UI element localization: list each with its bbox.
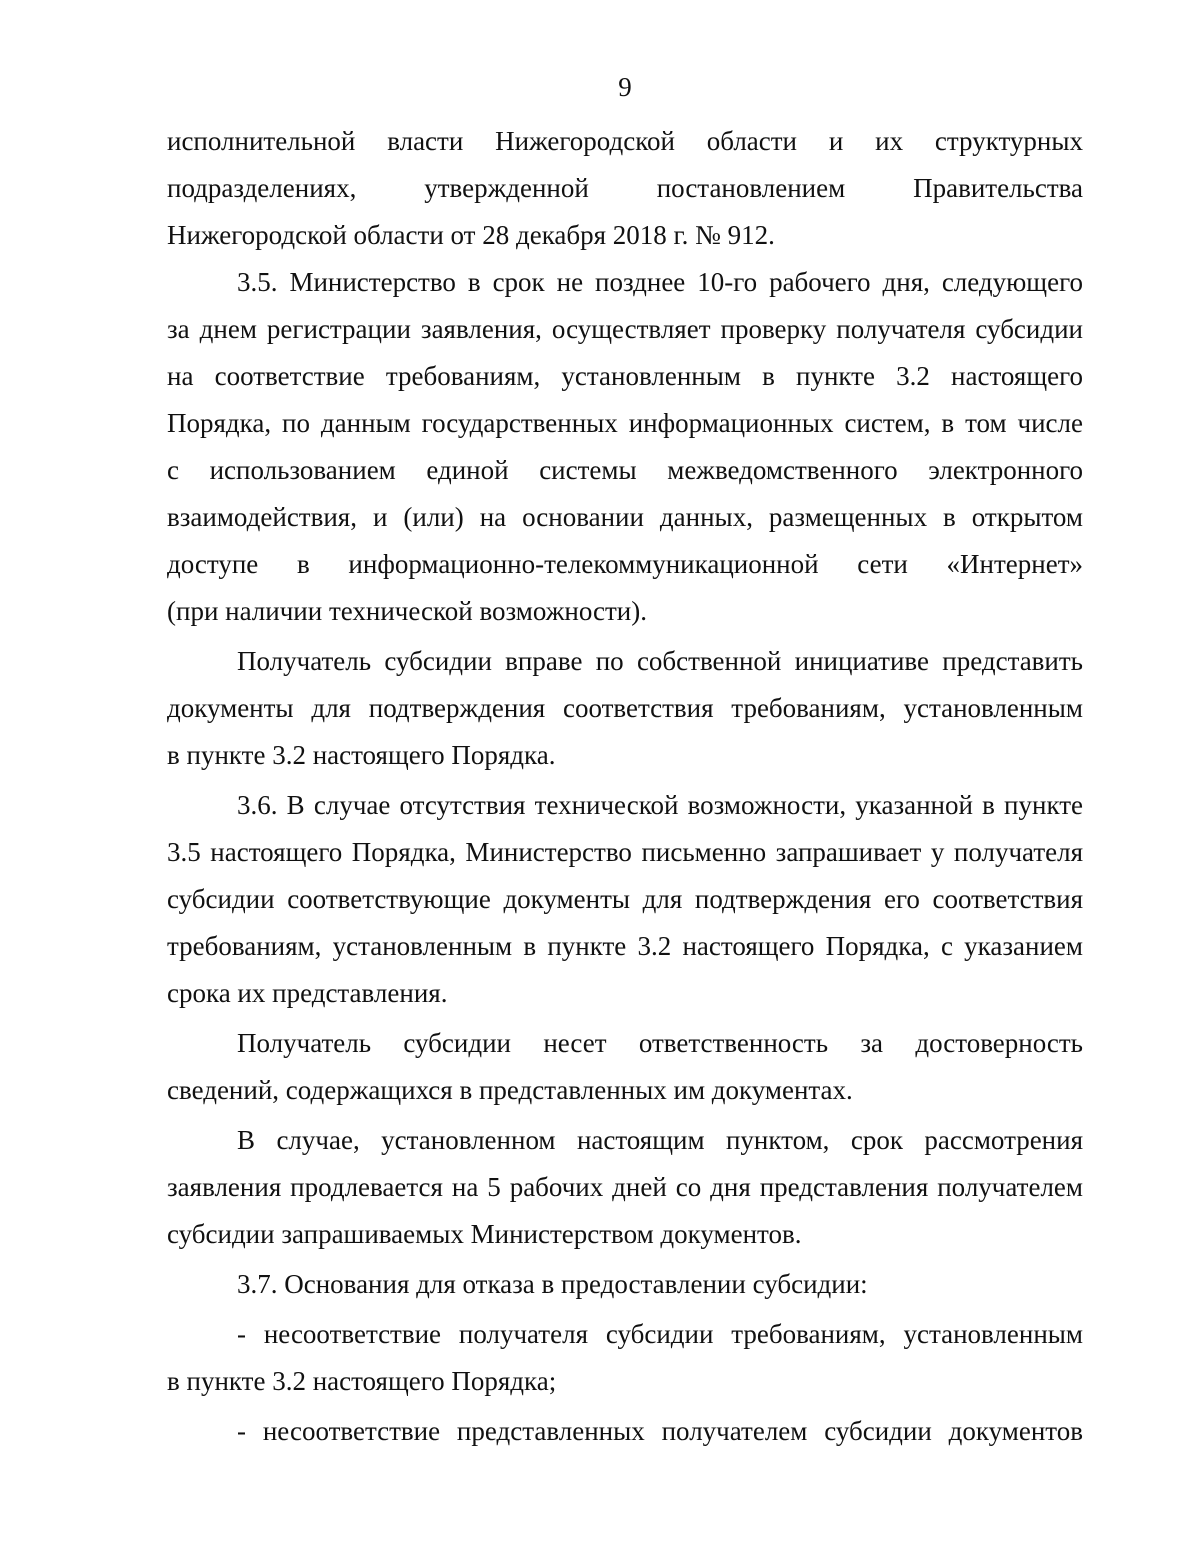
text-line: доступе в информационно-телекоммуникационной сети «Интернет»	[167, 549, 1083, 579]
text-line: сведений, содержащихся в представленных им документах.	[167, 1075, 853, 1105]
text-line: субсидии запрашиваемых Министерством документов.	[167, 1219, 802, 1249]
text-line: в пункте 3.2 настоящего Порядка.	[167, 740, 556, 770]
text-line: 3.5 настоящего Порядка, Министерство письменно запрашивает у получателя	[167, 837, 1083, 867]
text-line: взаимодействия, и (или) на основании данных, размещенных в открытом	[167, 502, 1083, 532]
text-line: Получатель субсидии несет ответственность за достоверность	[237, 1028, 1083, 1058]
text-line: на соответствие требованиям, установленным в пункте 3.2 настоящего	[167, 361, 1083, 391]
text-line: (при наличии технической возможности).	[167, 596, 647, 626]
text-line: заявления продлевается на 5 рабочих дней со дня представления получателем	[167, 1172, 1083, 1202]
text-line: за днем регистрации заявления, осуществляет проверку получателя субсидии	[167, 314, 1083, 344]
text-line: 3.7. Основания для отказа в предоставлении субсидии:	[237, 1269, 868, 1299]
text-line: с использованием единой системы межведомственного электронного	[167, 455, 1083, 485]
document-body	[167, 124, 1083, 1461]
text-line: Нижегородской области от 28 декабря 2018 г. № 912.	[167, 220, 775, 250]
text-line: - несоответствие получателя субсидии требованиям, установленным	[237, 1319, 1083, 1349]
text-line: субсидии соответствующие документы для подтверждения его соответствия	[167, 884, 1083, 914]
text-line: требованиям, установленным в пункте 3.2 настоящего Порядка, с указанием	[167, 931, 1083, 961]
text-line: срока их представления.	[167, 978, 448, 1008]
text-line: В случае, установленном настоящим пунктом, срок рассмотрения	[237, 1125, 1083, 1155]
text-line: исполнительной власти Нижегородской области и их структурных	[167, 126, 1083, 156]
page-number: 9	[618, 72, 632, 102]
text-line: в пункте 3.2 настоящего Порядка;	[167, 1366, 557, 1396]
text-line: подразделениях, утвержденной постановлением Правительства	[167, 173, 1083, 203]
text-line: 3.5. Министерство в срок не позднее 10-го рабочего дня, следующего	[237, 267, 1083, 297]
text-line: 3.6. В случае отсутствия технической возможности, указанной в пункте	[237, 790, 1083, 820]
text-line: Получатель субсидии вправе по собственной инициативе представить	[237, 646, 1083, 676]
text-line: Порядка, по данным государственных информационных систем, в том числе	[167, 408, 1083, 438]
text-line: - несоответствие представленных получателем субсидии документов	[237, 1416, 1083, 1446]
text-line: документы для подтверждения соответствия требованиям, установленным	[167, 693, 1083, 723]
